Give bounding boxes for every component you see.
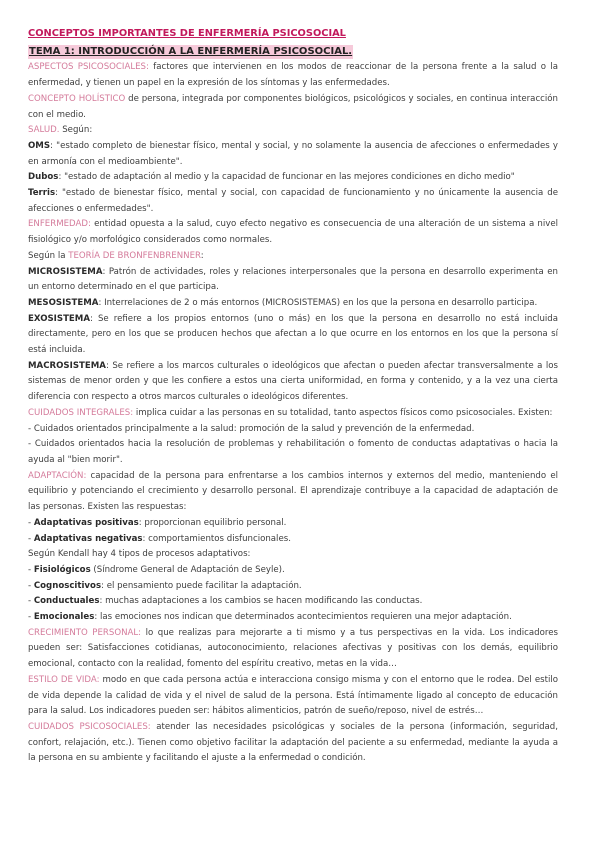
paragraph-estilo-vida	[28, 673, 558, 720]
term: CONCEPTO HOLÍSTICO	[28, 93, 126, 104]
list-item	[28, 594, 558, 610]
term: Terris	[28, 188, 56, 199]
definition: : Se refiere a los marcos culturales o ideológicos que afectan o pueden afectar transversalmente a los sistemas de menor orden y que les confiere a estos una cierta uniformidad, en forma y contenido, y a la vez una cierta diferencia con respecto a otros marcos culturales o ideológicos diferentes.	[28, 360, 558, 403]
prefix: Según la	[28, 250, 69, 261]
list-item: - Cuidados orientados hacia la resolución de problemas y rehabilitación o fomento de conductas adaptativas o hacia la ayuda al "bien morir".	[28, 439, 558, 465]
document-title: CONCEPTOS IMPORTANTES DE ENFERMERÍA PSICOSOCIAL	[28, 28, 346, 39]
definition: (Síndrome General de Adaptación de Seyle).	[90, 564, 285, 575]
definition: lo que realizas para mejorarte a ti mismo y a tus perspectivas en la vida. Los indicadores pueden ser: Satisfacciones cotidianas, autoconocimiento, relaciones afectivas y positivas con los demás, equilibrio emocional, contacto con la realidad, fomento del espíritu creativo, metas en la vida…	[28, 627, 558, 670]
paragraph-exosistema	[28, 312, 558, 359]
definition: : proporcionan equilibrio personal.	[138, 517, 287, 528]
paragraph-dubos	[28, 170, 558, 186]
list-item	[28, 532, 558, 548]
definition: : "estado completo de bienestar físico, mental y social, y no solamente la ausencia de afecciones o enfermedades y en armonía con el medioambiente".	[28, 140, 558, 167]
paragraph-cuidados-integrales	[28, 406, 558, 422]
term: ESTILO DE VIDA:	[28, 674, 100, 685]
document-page	[28, 27, 558, 767]
paragraph-adaptacion	[28, 469, 558, 516]
definition: atender las necesidades psicológicas y sociales de la persona (información, seguridad, confort, relajación, etc.). Tienen como objetivo facilitar la adaptación del paciente a su enfermedad, mediante la ayuda a la persona en su ambiente y facilitando el ajuste a la enfermedad o condición.	[28, 721, 558, 764]
paragraph-holistico	[28, 92, 558, 123]
definition: de persona, integrada por componentes biológicos, psicológicos y sociales, en continua interacción con el medio.	[28, 93, 558, 120]
term: OMS	[28, 140, 51, 151]
definition: modo en que cada persona actúa e interacciona consigo misma y con el entorno que le rodea. Del estilo de vida depende la calidad de vida y el nivel de salud de la persona. Está íntimamente ligado al concepto de educación para la salud. Los indicadores pueden ser: hábitos alimenticios, patrón de sueño/reposo, nivel de estrés…	[28, 674, 558, 717]
definition: : las emociones nos indican que determinados acontecimientos requieren una mejor adaptación.	[94, 612, 512, 623]
list-item: - Cuidados orientados principalmente a la salud: promoción de la salud y prevención de la enfermedad.	[28, 423, 475, 434]
term: CUIDADOS INTEGRALES:	[28, 407, 134, 418]
term: MESOSISTEMA	[28, 297, 99, 308]
bullet: -	[28, 580, 34, 591]
term: Emocionales	[33, 612, 95, 623]
definition: : el pensamiento puede facilitar la adaptación.	[101, 580, 302, 591]
definition: : Se refiere a los propios entornos (uno o más) en los que la persona en desarrollo no está incluida directamente, pero en los que se producen hechos que afectan a lo que ocurre en los entornos en los que la persona sí está incluida.	[28, 313, 558, 356]
term: Dubos	[28, 172, 59, 183]
term: CUIDADOS PSICOSOCIALES:	[28, 721, 151, 732]
term: Fisiológicos	[33, 564, 91, 575]
term: TEORÍA DE BRONFENBRENNER	[68, 250, 201, 261]
term: Conductuales	[33, 596, 100, 607]
list-item	[28, 563, 558, 579]
list-item	[28, 610, 558, 626]
term: ADAPTACIÓN:	[28, 470, 87, 481]
bullet: -	[28, 564, 34, 575]
paragraph-aspectos	[28, 60, 558, 91]
bullet: -	[28, 612, 34, 623]
term: ENFERMEDAD:	[28, 219, 91, 230]
definition: implica cuidar a las personas en su totalidad, tanto aspectos físicos como psicosociales. Existen:	[133, 407, 553, 418]
definition: capacidad de la persona para enfrentarse a los cambios internos y externos del medio, manteniendo el equilibrio y potenciando el crecimiento y desarrollo personal. El aprendizaje contribuye a la capacidad de adaptación de las personas. Existen las respuestas:	[28, 470, 558, 513]
term: Adaptativas negativas	[33, 533, 143, 544]
definition: factores que intervienen en los modos de reaccionar de la persona frente a la salud o la enfermedad, y tienen un papel en la expresión de los síntomas y las enfermedades.	[28, 62, 558, 89]
term: Cognoscitivos	[33, 580, 102, 591]
definition: : comportamientos disfuncionales.	[142, 533, 291, 544]
definition: : muchas adaptaciones a los cambios se hacen modificando las conductas.	[99, 596, 423, 607]
bullet: -	[28, 517, 34, 528]
term: ASPECTOS PSICOSOCIALES:	[28, 62, 149, 73]
term: SALUD.	[28, 125, 60, 136]
paragraph-terris	[28, 186, 558, 217]
paragraph-oms	[28, 139, 558, 170]
paragraph-bronfenbrenner	[28, 249, 558, 265]
suffix: :	[200, 250, 204, 261]
paragraph-kendall: Según Kendall hay 4 tipos de procesos adaptativos:	[28, 549, 251, 560]
paragraph-mesosistema	[28, 296, 558, 312]
definition: : Patrón de actividades, roles y relaciones interpersonales que la persona en desarrollo experimenta en un entorno determinado en el que participa.	[28, 266, 558, 293]
definition: Según:	[59, 125, 93, 136]
list-item	[28, 516, 558, 532]
paragraph-crecimiento	[28, 626, 558, 673]
bullet: -	[28, 596, 34, 607]
term: MACROSISTEMA	[28, 360, 106, 371]
definition: entidad opuesta a la salud, cuyo efecto negativo es consecuencia de una alteración de un sistema a nivel fisiológico y/o morfológico considerados como normales.	[28, 219, 558, 246]
paragraph-enfermedad	[28, 217, 558, 248]
term: Adaptativas positivas	[33, 517, 139, 528]
definition: : "estado de bienestar físico, mental y social, con capacidad de funcionamiento y no únicamente la ausencia de afecciones o enfermedades".	[28, 188, 558, 214]
term: CRECIMIENTO PERSONAL:	[28, 627, 142, 638]
term: EXOSISTEMA	[28, 313, 91, 324]
paragraph-microsistema	[28, 265, 558, 296]
definition: : "estado de adaptación al medio y la capacidad de funcionar en las mejores condiciones en dicho medio"	[58, 172, 515, 183]
paragraph-macrosistema	[28, 359, 558, 406]
paragraph-cuidados-psicosociales	[28, 720, 558, 767]
topic-heading: TEMA 1: INTRODUCCIÓN A LA ENFERMERÍA PSICOSOCIAL.	[29, 45, 353, 57]
list-item	[28, 579, 558, 595]
definition: : Interrelaciones de 2 o más entornos (MICROSISTEMAS) en los que la persona en desarrollo participa.	[98, 297, 538, 308]
term: MICROSISTEMA	[28, 266, 103, 277]
paragraph-salud	[28, 123, 558, 139]
bullet: -	[28, 533, 34, 544]
